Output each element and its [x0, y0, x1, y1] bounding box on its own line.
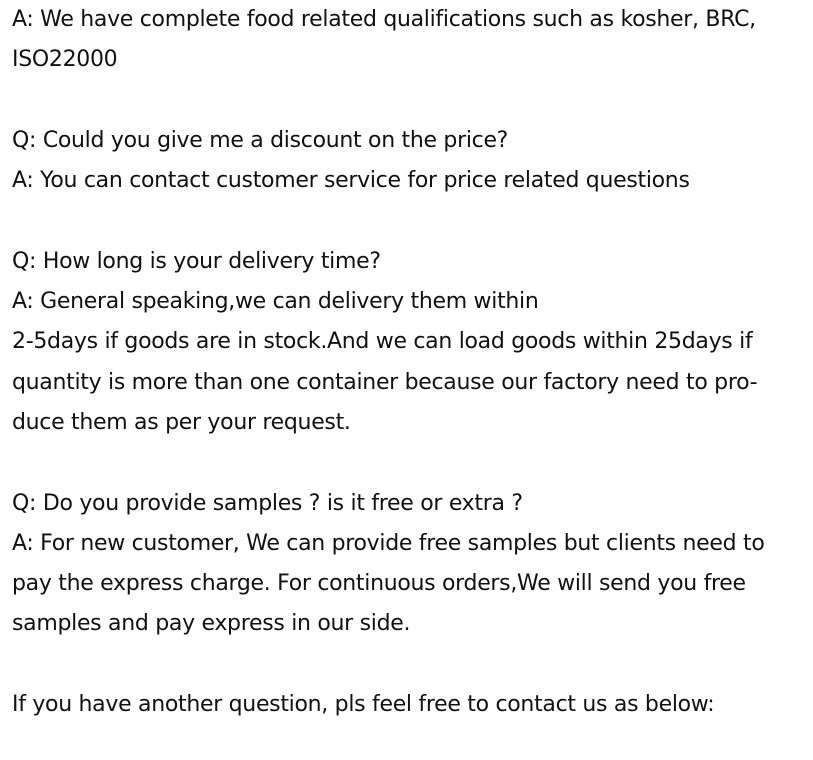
answer-samples-line-2: pay the express charge. For continuous orders,We will send you free — [12, 571, 746, 597]
faq-document — [12, 0, 802, 725]
answer-delivery-line-2: 2-5days if goods are in stock.And we can load goods within 25days if — [12, 329, 753, 355]
answer-discount: A: You can contact customer service for price related questions — [12, 168, 690, 194]
spacer — [12, 201, 802, 241]
answer-samples-line-3: samples and pay express in our side. — [12, 611, 411, 637]
closing-contact-text: If you have another question, pls feel free to contact us as below: — [12, 692, 715, 718]
spacer — [12, 645, 802, 685]
spacer — [12, 443, 802, 483]
answer-delivery-line-4: duce them as per your request. — [12, 409, 351, 435]
question-delivery-time: Q: How long is your delivery time? — [12, 248, 381, 274]
answer-qualifications-line-1: A: We have complete food related qualifications such as kosher, BRC, — [12, 7, 756, 32]
answer-samples-line-1: A: For new customer, We can provide free samples but clients need to — [12, 530, 765, 556]
answer-delivery-line-1: A: General speaking,we can delivery them within — [12, 289, 539, 315]
answer-delivery-line-3: quantity is more than one container because our factory need to pro- — [12, 369, 758, 395]
answer-qualifications-line-2: ISO22000 — [12, 47, 118, 73]
question-discount: Q: Could you give me a discount on the price? — [12, 127, 509, 153]
spacer — [12, 81, 802, 121]
question-samples: Q: Do you provide samples ? is it free or extra ? — [12, 490, 523, 516]
